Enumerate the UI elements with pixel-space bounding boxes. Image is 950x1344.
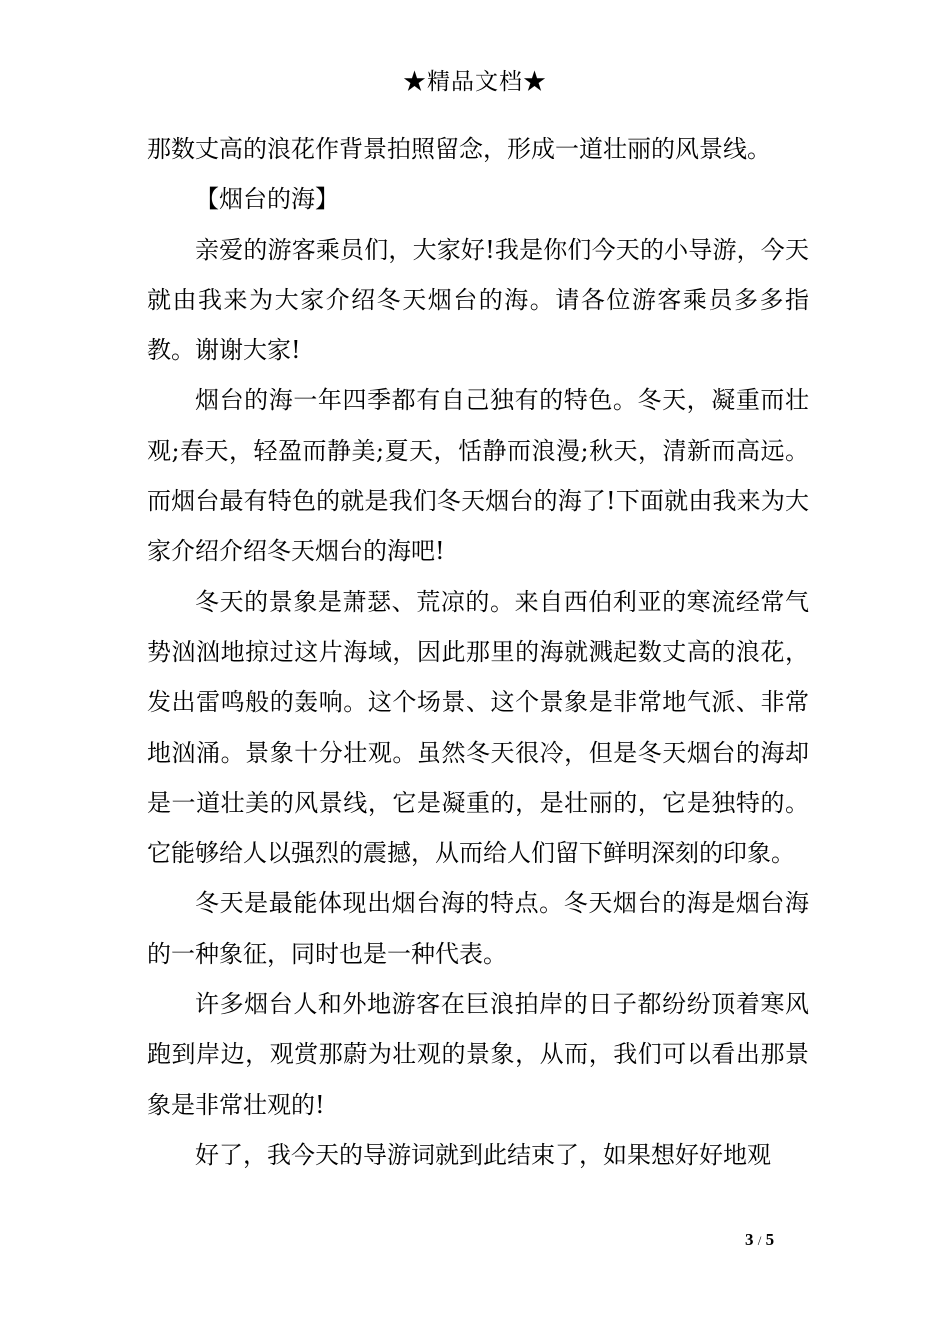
paragraph: 亲爱的游客乘员们，大家好!我是你们今天的小导游，今天就由我来为大家介绍冬天烟台的海。请各位游客乘员多多指教。谢谢大家!	[147, 235, 809, 365]
paragraph: 许多烟台人和外地游客在巨浪拍岸的日子都纷纷顶着寒风跑到岸边，观赏那蔚为壮观的景象，从而，我们可以看出那景象是非常壮观的!	[147, 990, 809, 1119]
section-heading: 【烟台的海】	[195, 185, 339, 214]
paragraph: 冬天的景象是萧瑟、荒凉的。来自西伯利亚的寒流经常气势汹汹地掠过这片海域，因此那里的海就溅起数丈高的浪花，发出雷鸣般的轰响。这个场景、这个景象是非常地气派、非常地汹涌。景象十分壮观。虽然冬天很冷，但是冬天烟台的海却是一道壮美的风景线，它是凝重的，是壮丽的，它是独特的。它能够给人以强烈的震撼，从而给人们留下鲜明深刻的印象。	[147, 587, 809, 868]
paragraph: 冬天是最能体现出烟台海的特点。冬天烟台的海是烟台海的一种象征，同时也是一种代表。	[147, 889, 809, 968]
document-body	[147, 124, 809, 1180]
page-total: 5	[765, 1230, 775, 1249]
paragraph: 好了，我今天的导游词就到此结束了，如果想好好地观	[195, 1140, 771, 1169]
page-header-title: ★精品文档★	[403, 69, 547, 95]
paragraph-continuation: 那数丈高的浪花作背景拍照留念，形成一道壮丽的风景线。	[147, 135, 771, 163]
paragraph: 烟台的海一年四季都有自己独有的特色。冬天，凝重而壮观;春天，轻盈而静美;夏天，恬静而浪漫;秋天，清新而高远。而烟台最有特色的就是我们冬天烟台的海了!下面就由我来为大家介绍介绍冬天烟台的海吧!	[147, 386, 809, 566]
page-separator: /	[757, 1233, 762, 1248]
page-current: 3	[745, 1230, 754, 1249]
page-number	[745, 1230, 774, 1250]
